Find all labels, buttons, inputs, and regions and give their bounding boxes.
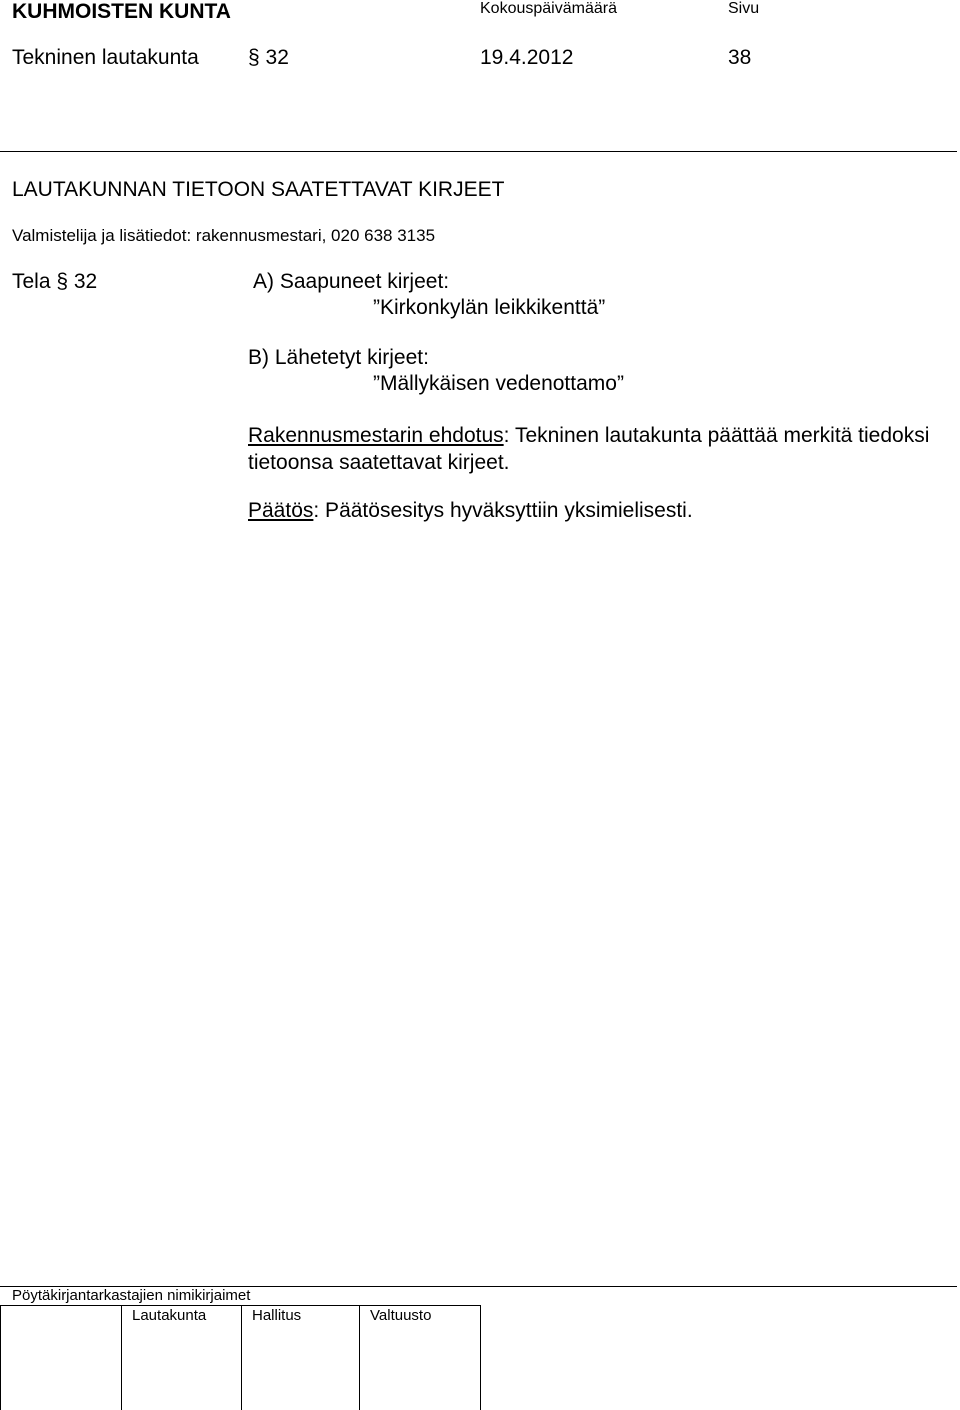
organization-name: KUHMOISTEN KUNTA — [12, 0, 231, 23]
preparer-info: Valmistelija ja lisätiedot: rakennusmestari, 020 638 3135 — [12, 226, 436, 245]
initials-table — [0, 1305, 481, 1410]
decision-text: : Päätösesitys hyväksyttiin yksimielisesti. — [313, 499, 693, 522]
initials-cell-hallitus — [241, 1306, 360, 1410]
page-number: 38 — [728, 46, 752, 69]
initials-cell-blank — [0, 1306, 122, 1410]
initials-header-hallitus: Hallitus — [252, 1307, 302, 1324]
decision-paragraph — [248, 499, 693, 523]
proposal-text: : Tekninen lautakunta päättää merkitä tiedoksi tietoonsa saatettavat kirjeet. — [248, 424, 930, 474]
tela-reference: Tela § 32 — [12, 270, 98, 293]
initials-header-lautakunta: Lautakunta — [132, 1307, 207, 1324]
meeting-date: 19.4.2012 — [480, 46, 574, 69]
sent-letters-heading: B) Lähetetyt kirjeet: — [248, 346, 429, 369]
decision-label: Päätös — [248, 499, 314, 522]
received-letters-heading: A) Saapuneet kirjeet: — [253, 270, 450, 293]
proposal-paragraph — [248, 422, 948, 476]
section-number: § 32 — [248, 46, 289, 69]
document-title: LAUTAKUNNAN TIETOON SAATETTAVAT KIRJEET — [12, 178, 505, 201]
initials-cell-valtuusto — [359, 1306, 480, 1410]
body-name: Tekninen lautakunta — [12, 46, 199, 69]
footer-label: Pöytäkirjantarkastajien nimikirjaimet — [12, 1287, 251, 1304]
initials-header-valtuusto: Valtuusto — [370, 1307, 432, 1324]
header-divider — [0, 151, 957, 152]
initials-cell-lautakunta — [121, 1306, 242, 1410]
meeting-date-label: Kokouspäivämäärä — [480, 0, 617, 17]
sent-letter-item: ”Mällykäisen vedenottamo” — [373, 372, 624, 395]
page-label: Sivu — [728, 0, 760, 17]
received-letter-item: ”Kirkonkylän leikkikenttä” — [373, 296, 606, 319]
proposal-label: Rakennusmestarin ehdotus — [248, 424, 504, 447]
